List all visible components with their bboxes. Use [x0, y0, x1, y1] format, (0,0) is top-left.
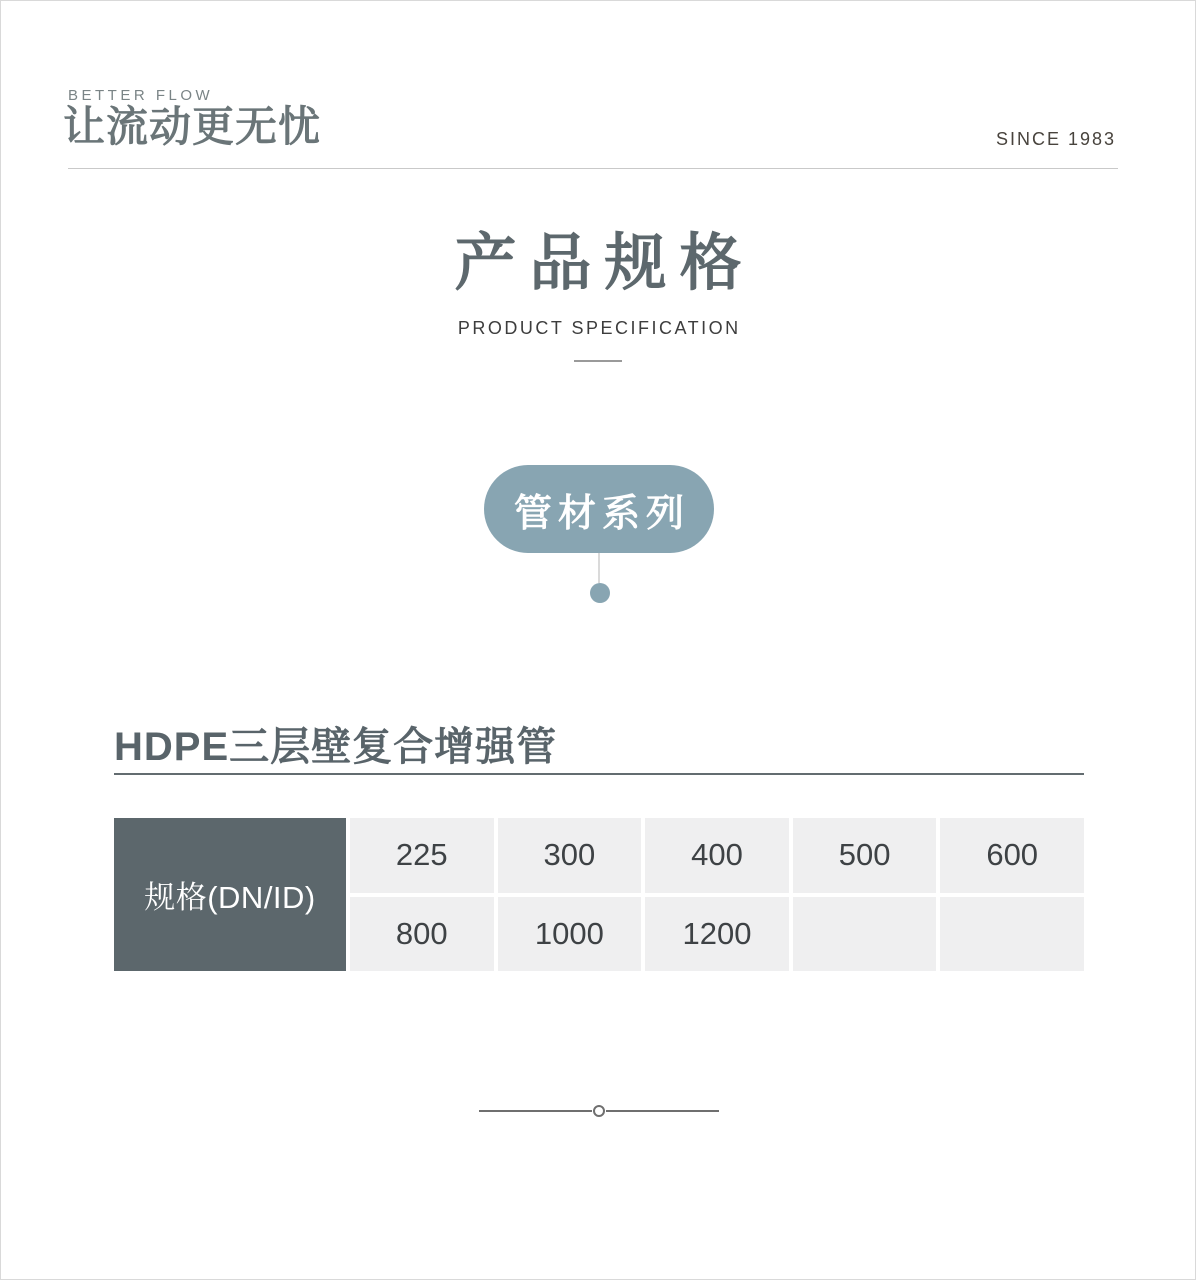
series-badge: 管材系列: [484, 465, 714, 553]
spec-value-cell: 500: [793, 818, 937, 893]
spec-value-cell: 1000: [498, 897, 642, 972]
divider-line-right: [606, 1110, 719, 1112]
product-section-divider: [114, 773, 1084, 775]
divider-circle-icon: [593, 1105, 605, 1117]
page-title: 产品规格: [454, 229, 755, 298]
spec-value-cell: 1200: [645, 897, 789, 972]
spec-value-cell: 225: [350, 818, 494, 893]
header-divider: [68, 168, 1118, 169]
bottom-divider: [479, 1103, 719, 1119]
badge-connector-dot-icon: [590, 583, 610, 603]
spec-table-header-cell: 规格(DN/ID): [114, 818, 346, 971]
spec-value-cell: [793, 897, 937, 972]
spec-table: [114, 818, 1084, 971]
page-subtitle: PRODUCT SPECIFICATION: [457, 318, 741, 338]
spec-value-cell: 600: [940, 818, 1084, 893]
spec-value-cell: 400: [645, 818, 789, 893]
product-section-title: HDPE三层壁复合增强管: [114, 725, 558, 769]
badge-connector-line: [598, 553, 600, 583]
divider-line-left: [479, 1110, 592, 1112]
spec-value-cell: 800: [350, 897, 494, 972]
since-label: SINCE 1983: [995, 129, 1116, 149]
brand-tagline-en: BETTER FLOW: [68, 87, 214, 104]
brand-logotype: 让流动更无忧: [63, 103, 322, 150]
spec-value-cell: [940, 897, 1084, 972]
title-underline: [574, 360, 622, 362]
spec-value-cell: 300: [498, 818, 642, 893]
